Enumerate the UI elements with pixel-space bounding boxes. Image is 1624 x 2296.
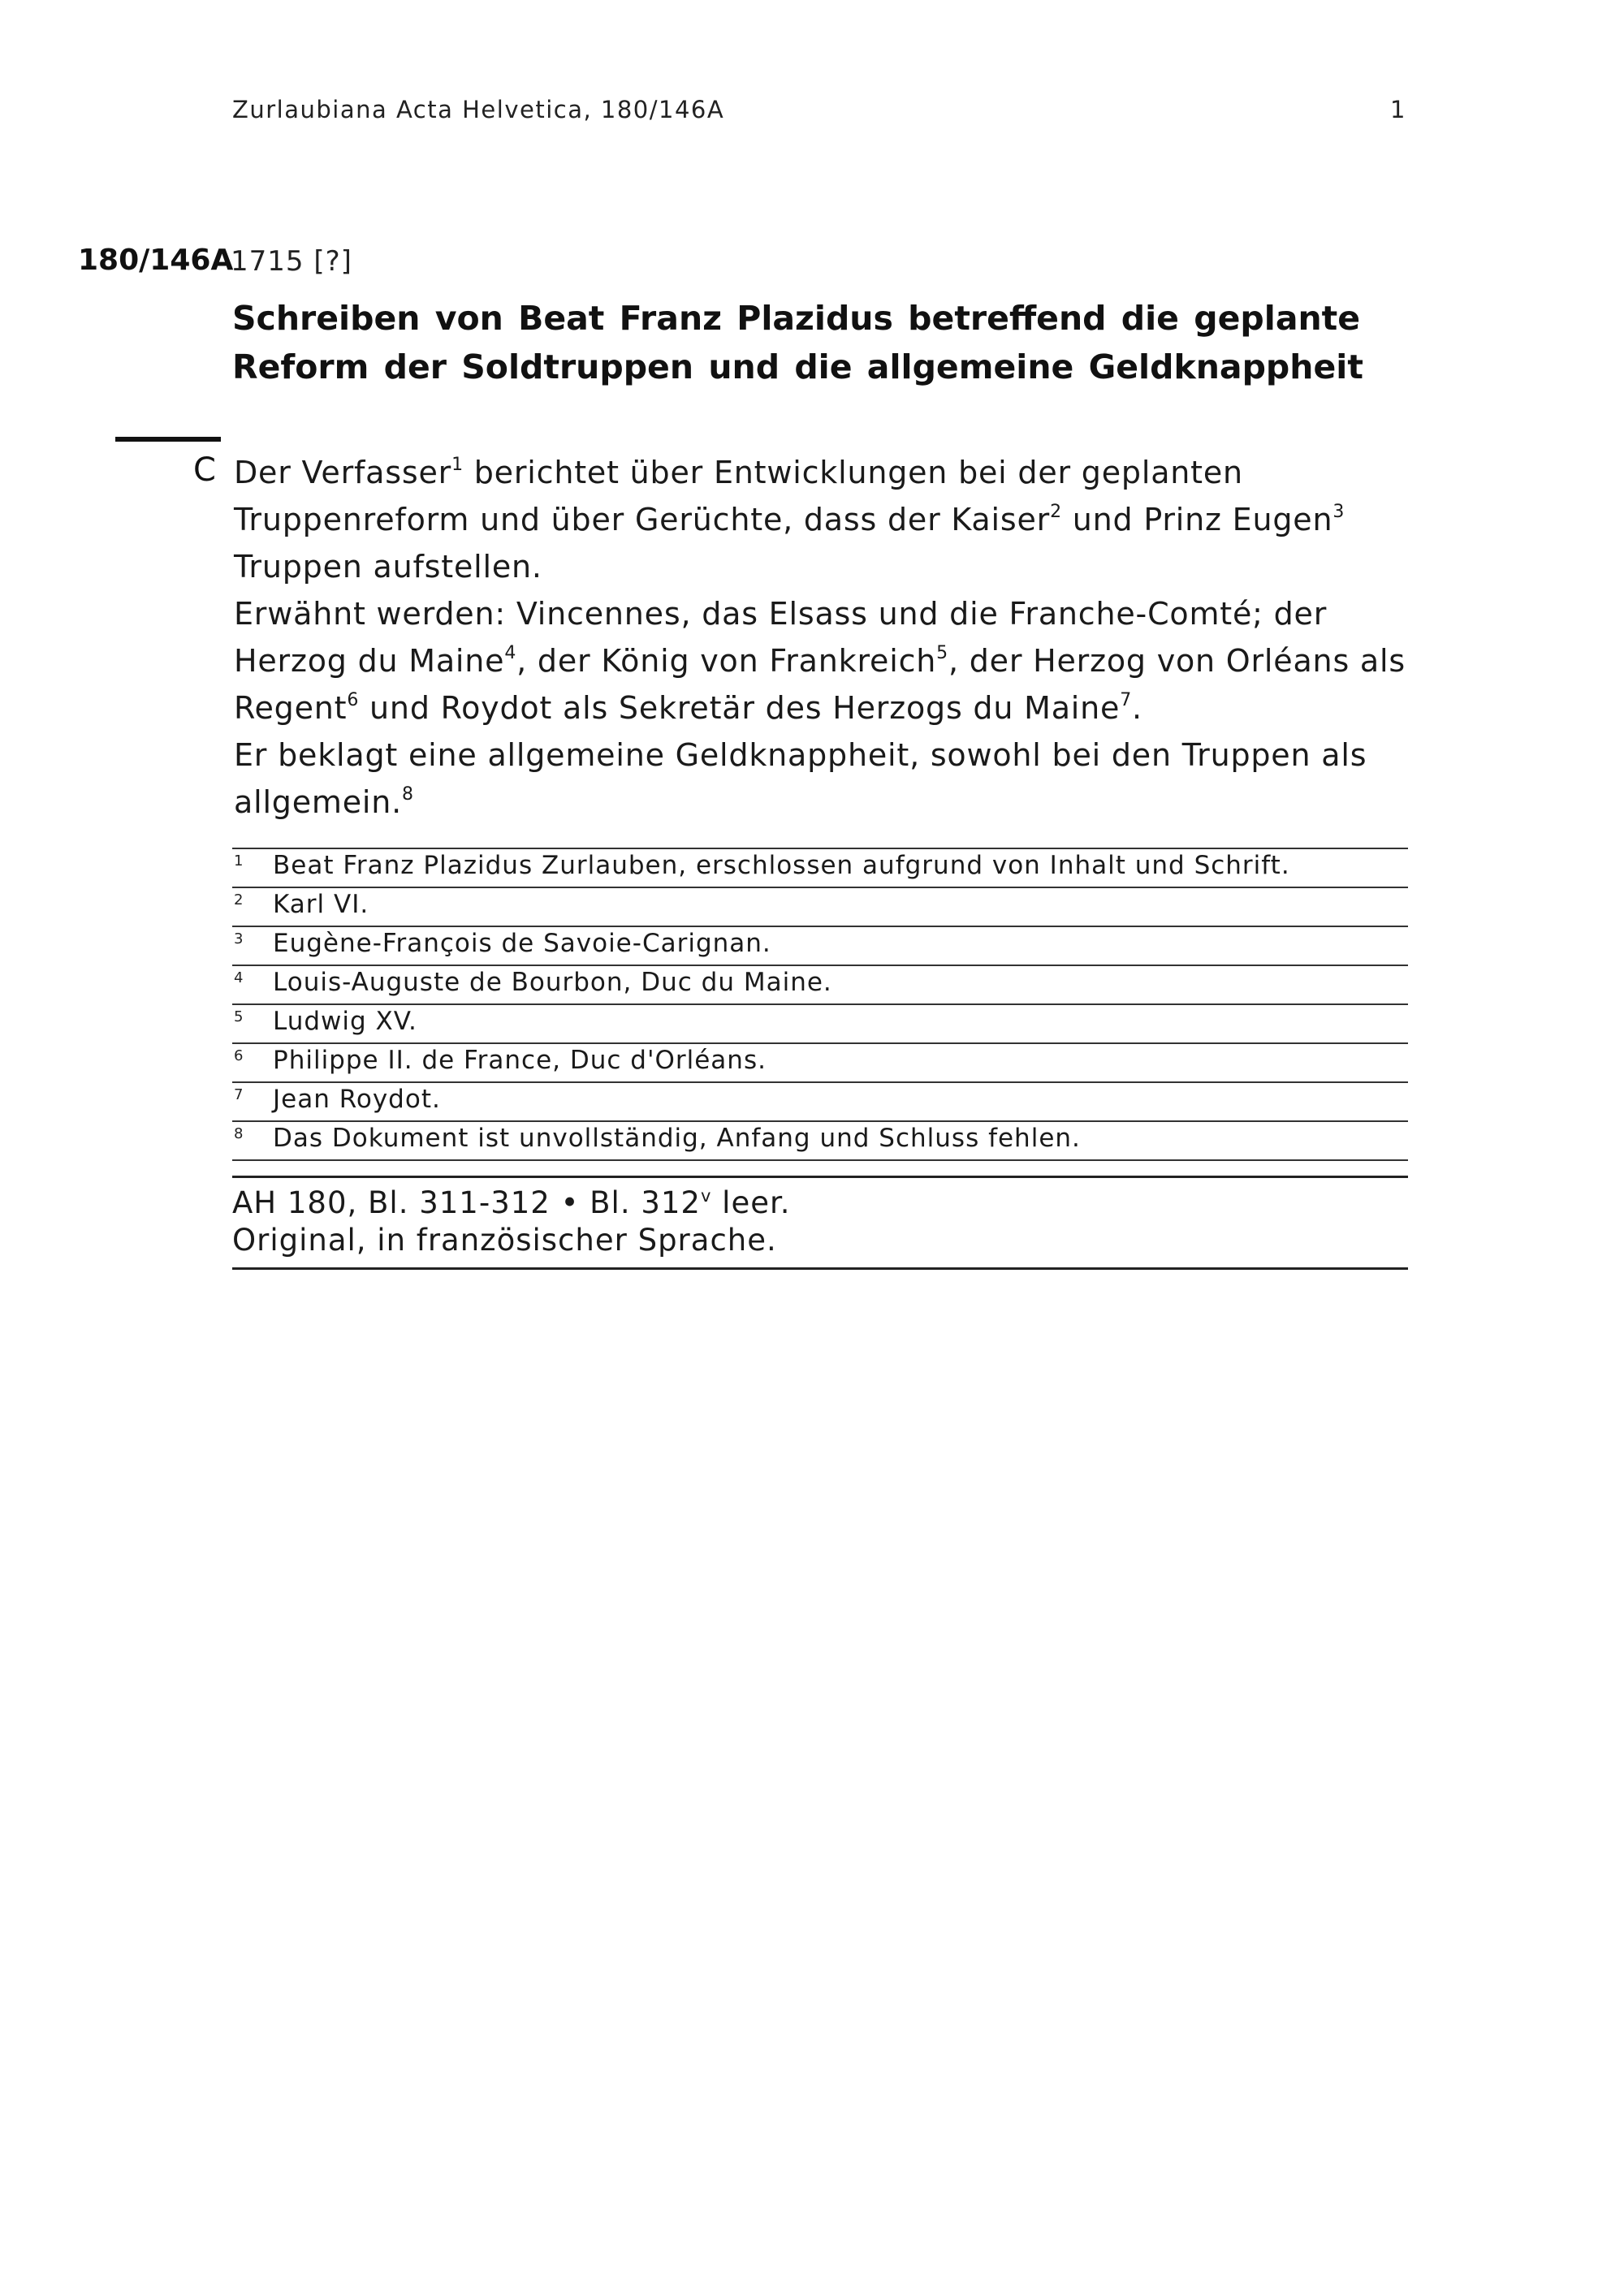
summary-text: , der Herzog von Orléans als Regent xyxy=(234,643,1406,726)
footnote-ref[interactable]: 5 xyxy=(936,643,948,663)
footnote-ref[interactable]: 8 xyxy=(402,784,414,805)
footnote-ref[interactable]: 7 xyxy=(1120,690,1133,710)
summary-text: Der Verfasser xyxy=(234,455,452,490)
summary xyxy=(234,449,1419,826)
footnote-number: 3 xyxy=(234,930,244,947)
footnotes xyxy=(232,848,1408,1161)
footnote-row xyxy=(232,966,1408,1005)
footnote-number: 5 xyxy=(234,1008,244,1025)
source-text: leer. xyxy=(711,1185,791,1220)
document-title: Schreiben von Beat Franz Plazidus betreffend die geplante Reform der Soldtruppen und die allgemeine Geldknappheit xyxy=(232,299,1363,386)
footnote-row xyxy=(232,1005,1408,1044)
footnote-ref[interactable]: 2 xyxy=(1050,502,1062,522)
footnote-text: Louis-Auguste de Bourbon, Duc du Maine. xyxy=(273,968,832,997)
summary-text: und Prinz Eugen xyxy=(1061,502,1333,537)
footnote-row xyxy=(232,849,1408,888)
summary-marker: C xyxy=(193,451,216,489)
footnote-text: Ludwig XV. xyxy=(273,1007,417,1036)
source-text: AH 180, Bl. 311-312 • Bl. 312 xyxy=(232,1185,701,1220)
footnote-number: 6 xyxy=(234,1047,244,1064)
footnote-number: 1 xyxy=(234,852,244,870)
footnote-row xyxy=(232,1044,1408,1083)
footnote-text: Karl VI. xyxy=(273,890,369,919)
footnote-row xyxy=(232,1122,1408,1161)
footnote-text: Beat Franz Plazidus Zurlauben, erschlossen aufgrund von Inhalt und Schrift. xyxy=(273,851,1290,880)
footnote-number: 4 xyxy=(234,969,244,986)
source-block xyxy=(232,1176,1408,1270)
summary-text: Er beklagt eine allgemeine Geldknappheit, sowohl bei den Truppen als allgemein. xyxy=(234,737,1367,820)
footnote-text: Jean Roydot. xyxy=(273,1085,441,1114)
footnote-row xyxy=(232,888,1408,927)
footnote-ref[interactable]: 3 xyxy=(1332,502,1345,522)
document-date: 1715 [?] xyxy=(231,245,352,278)
source-language: Original, in französischer Sprache. xyxy=(232,1223,777,1258)
document-number: 180/146A xyxy=(78,244,234,277)
footnote-ref[interactable]: 4 xyxy=(504,643,517,663)
footnote-row xyxy=(232,1083,1408,1122)
footnote-ref[interactable]: 1 xyxy=(451,455,464,475)
source-shelfmark xyxy=(232,1185,1408,1222)
page-number: 1 xyxy=(1390,96,1406,123)
summary-text: Erwähnt werden: Vincennes, das Elsass und die Franche-Comté; der Herzog du Maine xyxy=(234,596,1328,679)
summary-text: und Roydot als Sekretär des Herzogs du Maine xyxy=(359,690,1121,726)
summary-text: berichtet über Entwicklungen bei der geplanten Truppenreform und über Gerüchte, dass der Kaiser xyxy=(234,455,1243,537)
footnote-text: Eugène-François de Savoie-Carignan. xyxy=(273,929,771,958)
title-rule xyxy=(115,437,221,442)
summary-text: . xyxy=(1132,690,1142,726)
summary-text: Truppen aufstellen. xyxy=(234,549,542,585)
footnote-number: 2 xyxy=(234,891,244,908)
summary-paragraph-2 xyxy=(234,590,1419,732)
footnote-row xyxy=(232,927,1408,966)
footnote-number: 8 xyxy=(234,1125,244,1142)
summary-text: , der König von Frankreich xyxy=(516,643,937,679)
summary-paragraph-3 xyxy=(234,732,1419,826)
running-head: Zurlaubiana Acta Helvetica, 180/146A xyxy=(232,96,725,123)
footnote-ref[interactable]: 6 xyxy=(347,690,360,710)
footnote-text: Das Dokument ist unvollständig, Anfang und Schluss fehlen. xyxy=(273,1124,1081,1153)
footnote-text: Philippe II. de France, Duc d'Orléans. xyxy=(273,1046,767,1075)
footnote-number: 7 xyxy=(234,1086,244,1103)
source-verso-mark: v xyxy=(700,1186,712,1206)
summary-paragraph-1 xyxy=(234,449,1419,590)
